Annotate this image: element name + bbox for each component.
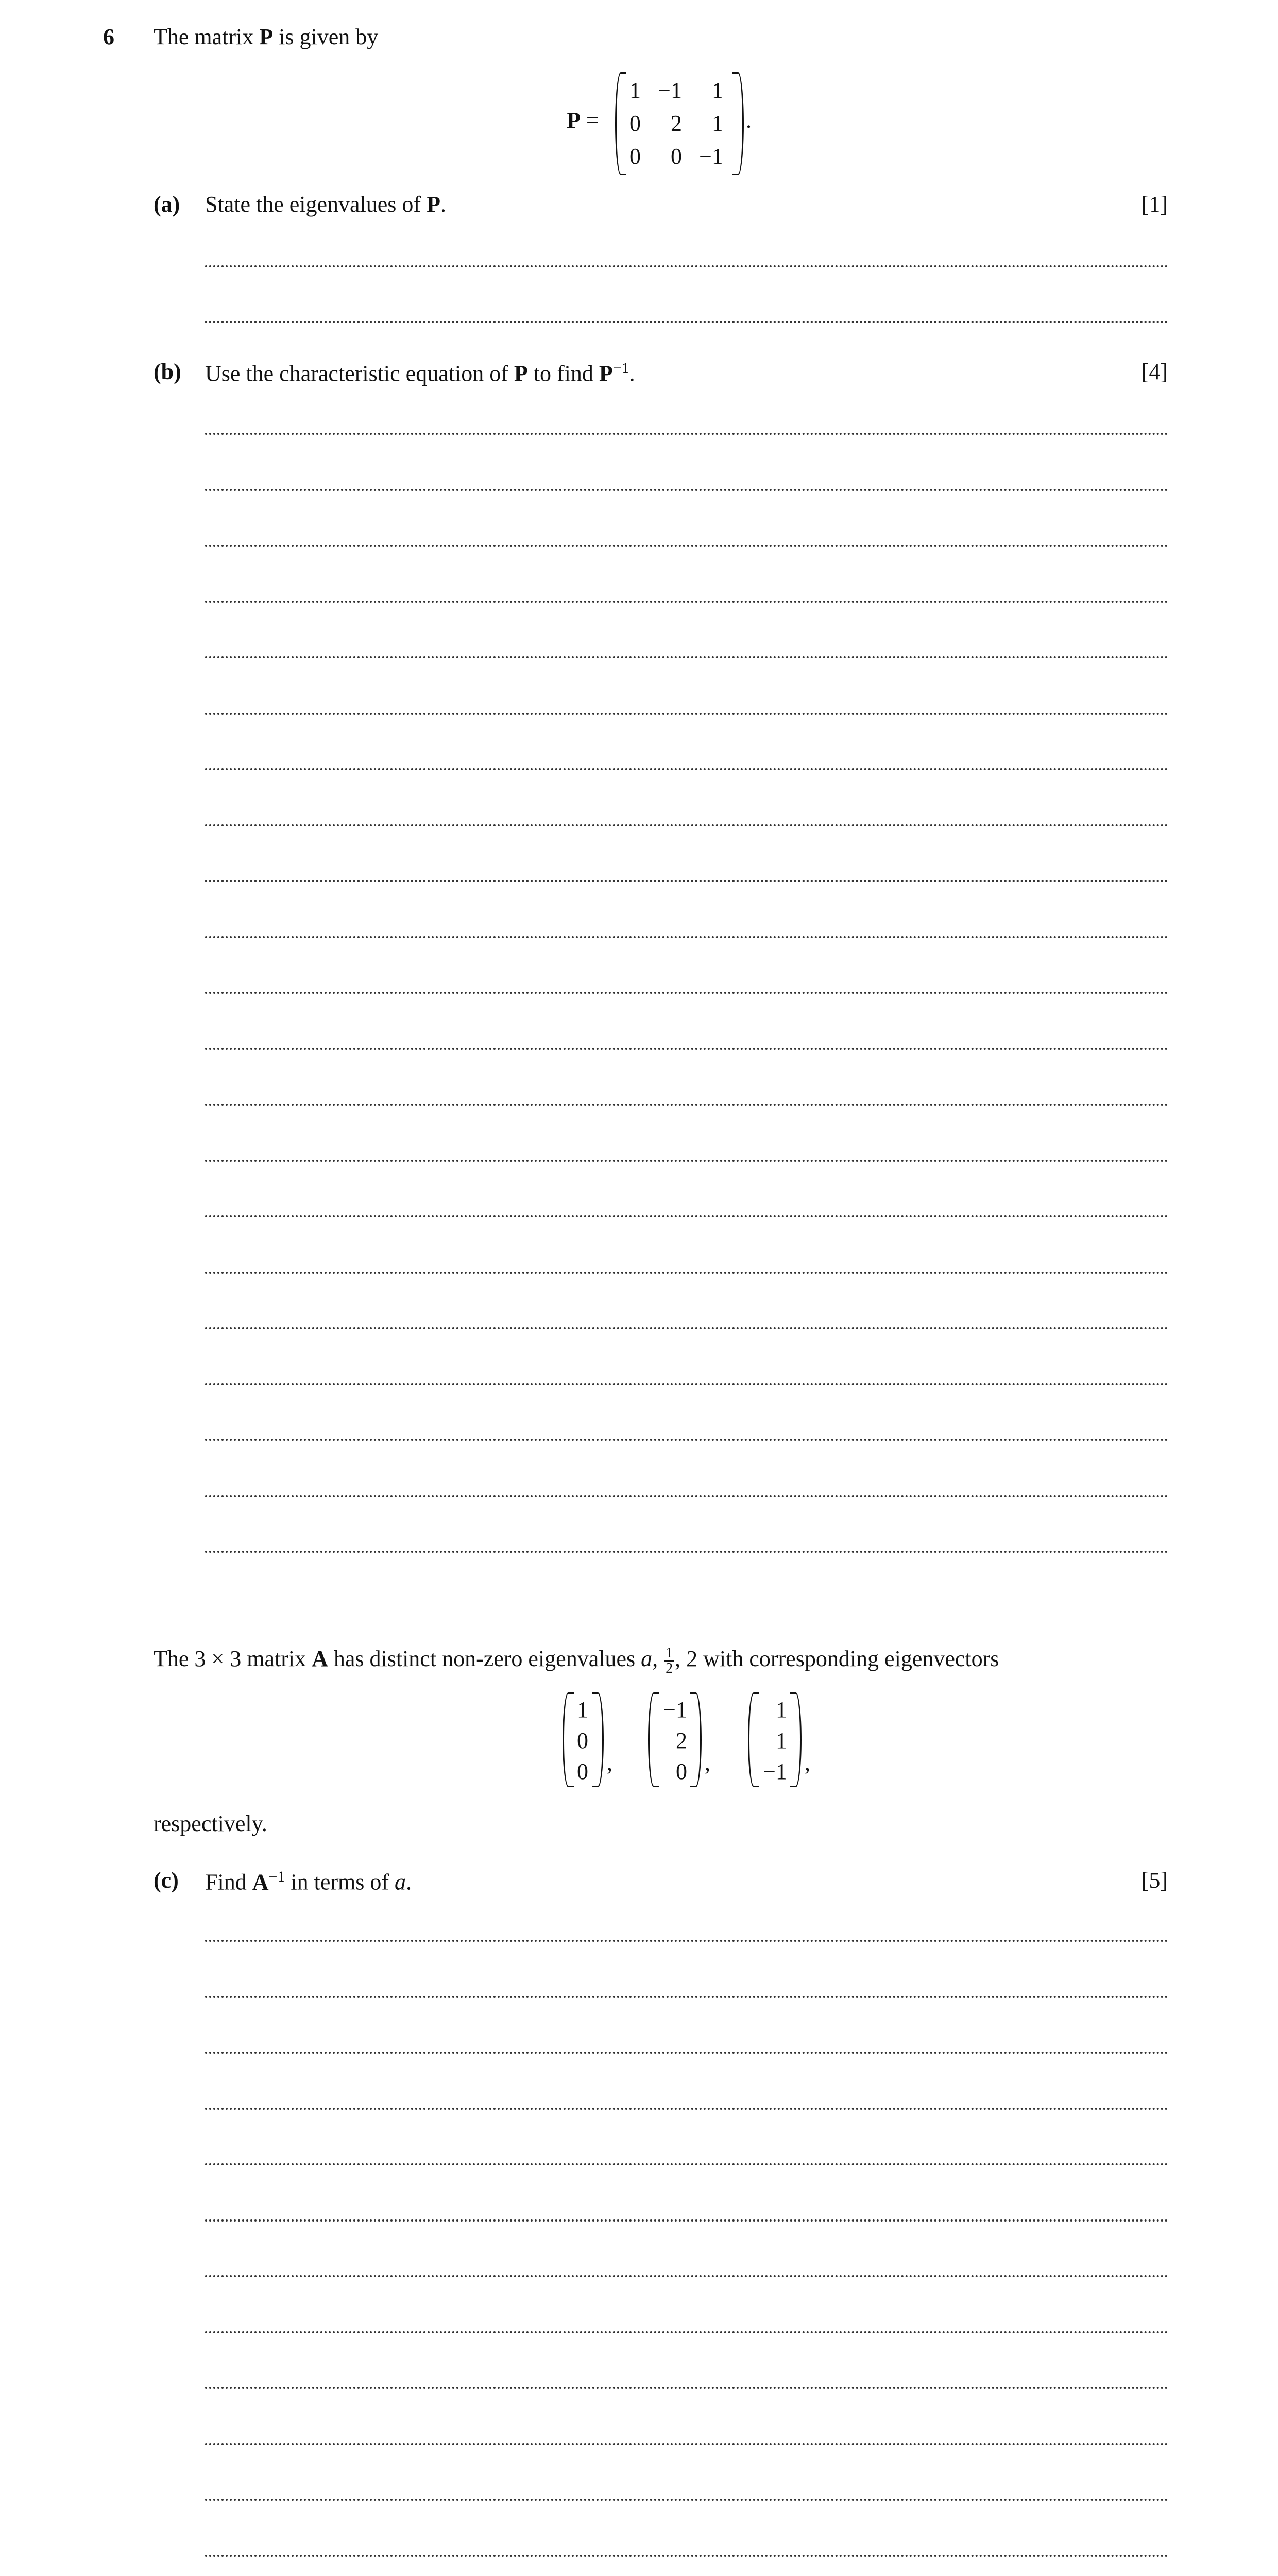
variable-a: a — [395, 1869, 406, 1895]
matrix-cell: 1 — [712, 78, 723, 103]
vector-entry: 2 — [676, 1728, 687, 1753]
vector-entry: 1 — [776, 1697, 787, 1722]
matrix-cell: 2 — [671, 111, 682, 136]
answer-line[interactable] — [205, 880, 1168, 882]
eigenvector-1 — [563, 1692, 604, 1787]
inverse-superscript: −1 — [612, 360, 629, 377]
question-stem — [154, 26, 378, 48]
answer-line[interactable] — [205, 545, 1168, 547]
matrix-cell: 0 — [629, 144, 641, 169]
answer-line[interactable] — [205, 2219, 1168, 2222]
matrix-a-info — [154, 1646, 999, 1676]
variable-a: a — [641, 1646, 653, 1672]
part-c-label: (c) — [154, 1868, 179, 1893]
answer-line[interactable] — [205, 2387, 1168, 2389]
part-b-marks: [4] — [1141, 359, 1168, 384]
part-b-period: . — [629, 361, 635, 386]
eigenvector-2 — [648, 1692, 702, 1787]
matrix-cell: 1 — [629, 78, 641, 103]
info-text: The 3 × 3 matrix — [154, 1646, 306, 1672]
answer-line[interactable] — [205, 1272, 1168, 1274]
answer-line[interactable] — [205, 824, 1168, 826]
answer-line[interactable] — [205, 321, 1168, 323]
answer-line[interactable] — [205, 2443, 1168, 2445]
matrix-symbol-p: P — [599, 361, 613, 386]
matrix-symbol-p: P — [514, 361, 528, 386]
part-c-text — [205, 1869, 412, 1894]
answer-line[interactable] — [205, 601, 1168, 603]
vector-entry: 0 — [577, 1728, 588, 1753]
matrix-cell: 0 — [629, 111, 641, 136]
matrix-p-period: . — [746, 108, 752, 133]
fraction-numerator: 1 — [666, 1645, 673, 1661]
info-text: has distinct non-zero eigenvalues — [333, 1646, 636, 1672]
stem-text: The matrix — [154, 24, 254, 49]
answer-line[interactable] — [205, 2163, 1168, 2165]
vector-separator: , — [607, 1750, 612, 1775]
left-paren — [748, 1692, 759, 1787]
question-number: 6 — [103, 24, 114, 49]
left-paren — [563, 1692, 574, 1787]
right-paren — [690, 1692, 702, 1787]
vector-entry: −1 — [663, 1697, 687, 1722]
part-b-text — [205, 361, 635, 385]
info-text: , 2 with corresponding eigenvectors — [675, 1646, 999, 1672]
answer-line[interactable] — [205, 2555, 1168, 2557]
part-c-period: . — [406, 1869, 412, 1895]
part-c-text-mid: in terms of — [291, 1869, 389, 1895]
answer-line[interactable] — [205, 992, 1168, 994]
answer-line[interactable] — [205, 2052, 1168, 2054]
answer-line[interactable] — [205, 1551, 1168, 1553]
fraction-half — [664, 1646, 674, 1676]
answer-line[interactable] — [205, 265, 1168, 267]
matrix-cell: −1 — [699, 144, 723, 169]
answer-line[interactable] — [205, 2499, 1168, 2501]
answer-line[interactable] — [205, 2331, 1168, 2333]
answer-line[interactable] — [205, 1160, 1168, 1162]
matrix-symbol-p: P — [259, 24, 274, 49]
matrix-symbol-a: A — [252, 1869, 269, 1895]
right-paren — [790, 1692, 802, 1787]
answer-line[interactable] — [205, 936, 1168, 938]
answer-line[interactable] — [205, 1104, 1168, 1106]
matrix-p — [615, 72, 744, 175]
part-c-text-body: Find — [205, 1869, 247, 1895]
answer-line[interactable] — [205, 1383, 1168, 1385]
stem-text-end: is given by — [279, 24, 379, 49]
answer-line[interactable] — [205, 1215, 1168, 1217]
answer-line[interactable] — [205, 1048, 1168, 1050]
answer-line[interactable] — [205, 713, 1168, 715]
answer-line[interactable] — [205, 2108, 1168, 2110]
part-c-marks: [5] — [1141, 1868, 1168, 1893]
answer-line[interactable] — [205, 1940, 1168, 1942]
matrix-p-equation — [567, 72, 773, 175]
left-paren — [648, 1692, 659, 1787]
part-a-marks: [1] — [1141, 192, 1168, 217]
matrix-p-label: P = — [567, 108, 599, 133]
answer-line[interactable] — [205, 656, 1168, 658]
right-paren — [592, 1692, 604, 1787]
info-comma: , — [652, 1646, 658, 1672]
vector-separator: , — [805, 1750, 810, 1775]
matrix-cell: 1 — [712, 111, 723, 136]
answer-line[interactable] — [205, 1327, 1168, 1329]
part-a-label: (a) — [154, 192, 180, 217]
vector-entry: 1 — [776, 1728, 787, 1753]
answer-line[interactable] — [205, 1495, 1168, 1497]
vector-separator: , — [705, 1750, 710, 1775]
part-a-text-body: State the eigenvalues of — [205, 192, 421, 217]
inverse-superscript: −1 — [268, 1868, 285, 1885]
answer-line[interactable] — [205, 2275, 1168, 2277]
fraction-denominator: 2 — [666, 1660, 673, 1676]
answer-line[interactable] — [205, 1439, 1168, 1441]
answer-line[interactable] — [205, 1996, 1168, 1998]
respectively-text: respectively. — [154, 1811, 267, 1836]
answer-line[interactable] — [205, 489, 1168, 491]
answer-line[interactable] — [205, 433, 1168, 435]
eigenvector-3 — [748, 1692, 802, 1787]
vector-entry: 0 — [577, 1759, 588, 1784]
matrix-cell: 0 — [671, 144, 682, 169]
part-a-period: . — [440, 192, 446, 217]
right-paren — [732, 72, 744, 175]
part-b-text-mid: to find — [533, 361, 593, 386]
matrix-cell: −1 — [658, 78, 682, 103]
matrix-symbol-a: A — [312, 1646, 328, 1672]
part-b-label: (b) — [154, 359, 181, 384]
part-b-text-body: Use the characteristic equation of — [205, 361, 508, 386]
vector-entry: 0 — [676, 1759, 687, 1784]
vector-entry: 1 — [577, 1697, 588, 1722]
answer-line[interactable] — [205, 768, 1168, 770]
vector-entry: −1 — [763, 1759, 787, 1784]
matrix-symbol-p: P — [427, 192, 440, 217]
part-a-text — [205, 193, 446, 216]
